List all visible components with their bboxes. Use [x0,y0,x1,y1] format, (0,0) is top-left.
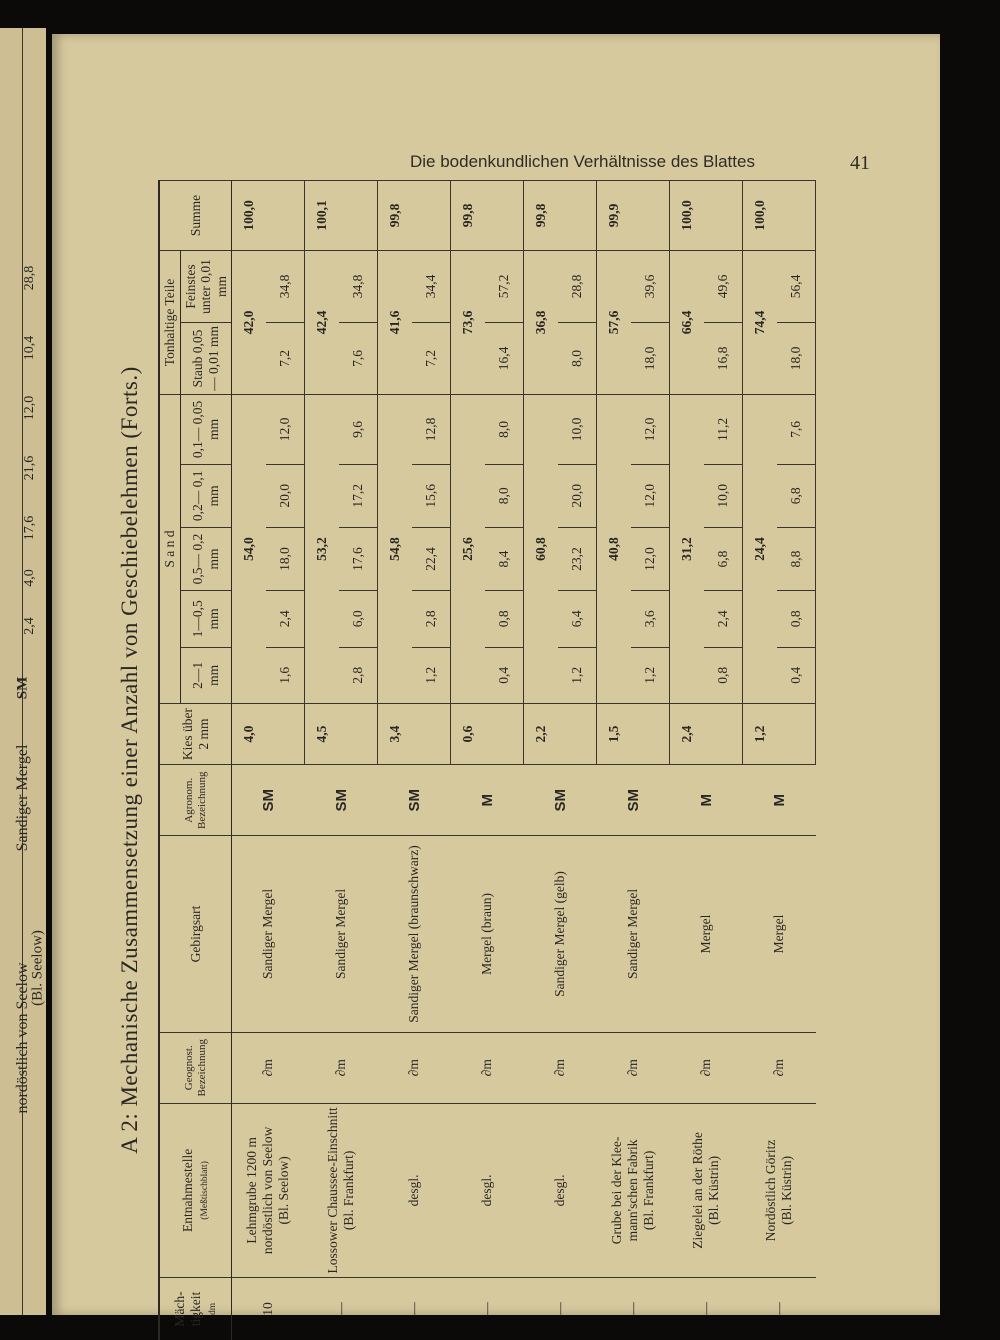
cell-sand-total [232,394,267,703]
cell-ton-total-text: 42,4 [314,311,329,335]
cell-summe-empty [266,181,305,251]
table-body [232,181,816,1340]
left-strip-rock: Sandiger Mergel [14,745,32,852]
table-row [378,181,413,1340]
left-strip-rule [22,28,23,1315]
cell-maechtigkeit-text: — [771,1302,786,1316]
cell-gebirgsart [378,836,451,1032]
cell-sand-5: 11,2 [704,394,743,464]
cell-gebirgsart [743,836,816,1032]
cell-sand-4: 12,0 [631,464,670,527]
cell-gebirgsart [597,836,670,1032]
cell-entnahmestelle-text: desgl. [552,1174,567,1206]
cell-sand-5: 12,8 [412,394,451,464]
cell-sand-4: 17,2 [339,464,378,527]
cell-sand-1: 2,8 [339,647,378,704]
cell-ton-1: 18,0 [777,322,816,394]
cell-gebirgsart [670,836,743,1032]
cell-gebirgsart-text: Mergel (braun) [479,893,494,975]
cell-sand-1: 1,6 [266,647,305,704]
cell-summe-text: 99,8 [533,204,548,228]
cell-kies-text: 2,4 [679,726,694,743]
cell-maechtigkeit [451,1277,524,1340]
cell-sand-total-text: 24,4 [752,537,767,561]
header-sand-col-5: 0,1— 0,05 mm [180,394,232,464]
cell-ton-total [232,250,267,394]
cell-entnahmestelle-text: Lossower Chaussee-Einschnitt [325,1107,340,1273]
cell-entnahmestelle [232,1103,305,1277]
cell-geognost-text: ∂m [552,1059,567,1076]
cell-sand-1: 0,8 [704,647,743,704]
cell-geognost-text: ∂m [406,1059,421,1076]
grain-size-table [158,180,816,1340]
cell-summe-empty [631,181,670,251]
cell-summe [451,181,486,251]
cell-agronom-text: M [698,794,715,807]
header-tonhaltig: Tonhaltige Teile [159,250,180,394]
cell-sand-3: 18,0 [266,527,305,590]
table-row [305,181,340,1340]
cell-sand-4: 20,0 [266,464,305,527]
cell-gebirgsart [232,836,305,1032]
cell-sand-1: 1,2 [558,647,597,704]
cell-geognost [305,1032,378,1103]
cell-blatt-text: (Bl. Seelow) [276,1156,291,1224]
cell-sand-total-text: 40,8 [606,537,621,561]
cell-summe [597,181,632,251]
cell-agronom [670,765,743,836]
cell-summe [524,181,559,251]
cell-gebirgsart-text: Sandiger Mergel [260,889,275,979]
cell-ton-total-text: 41,6 [387,311,402,335]
cell-ton-total-text: 66,4 [679,311,694,335]
cell-geognost-text: ∂m [479,1059,494,1076]
cell-entnahmestelle-text: Lehmgrube 1200 m nordöstlich von Seelow [244,1127,275,1255]
cell-agronom-text: SM [552,789,569,812]
rotated-content [108,180,828,1340]
cell-sand-5: 7,6 [777,394,816,464]
cell-blatt-text: (Bl. Küstrin) [706,1156,721,1225]
header-sand-col-2: 1—0,5 mm [180,591,232,648]
cell-summe [743,181,778,251]
header-sand-col-4: 0,2— 0,1 mm [180,464,232,527]
cell-geognost [743,1032,816,1103]
cell-sand-3: 8,4 [485,527,524,590]
cell-geognost [232,1032,305,1103]
cell-agronom [451,765,524,836]
cell-agronom [597,765,670,836]
cell-summe-empty [777,181,816,251]
header-entnahmestelle-sub: (Meßtischblatt) [200,1161,210,1220]
cell-ton-2: 57,2 [485,250,524,322]
page-number: 41 [850,152,870,175]
cell-summe-text: 99,8 [387,204,402,228]
cell-sand-total [451,394,486,703]
cell-sand-5: 12,0 [631,394,670,464]
header-entnahmestelle-label: Entnahmestelle [180,1149,195,1232]
cell-sand-total-text: 53,2 [314,537,329,561]
cell-entnahmestelle [670,1103,743,1277]
cell-kies-text: 1,2 [752,726,767,743]
cell-maechtigkeit-text: — [625,1302,640,1316]
cell-ton-1: 16,4 [485,322,524,394]
header-maechtigkeit-label: Mäch- tigkeit [172,1291,203,1326]
cell-sand-4: 20,0 [558,464,597,527]
cell-geognost-text: ∂m [771,1059,786,1076]
cell-kies [524,704,559,765]
left-strip-v1: 2,4 [22,617,38,635]
cell-sand-3: 17,6 [339,527,378,590]
cell-agronom [378,765,451,836]
cell-agronom-text: SM [333,789,350,812]
cell-kies-text: 1,5 [606,726,621,743]
cell-sand-1: 0,4 [777,647,816,704]
left-strip-v6: 10,4 [22,336,38,361]
cell-sand-4: 8,0 [485,464,524,527]
cell-sand-5: 12,0 [266,394,305,464]
cell-sand-3: 22,4 [412,527,451,590]
cell-gebirgsart-text: Sandiger Mergel (braunschwarz) [406,845,421,1022]
cell-sand-3: 23,2 [558,527,597,590]
cell-maechtigkeit [670,1277,743,1340]
cell-kies-empty [339,704,378,765]
cell-ton-total [305,250,340,394]
cell-sand-4: 15,6 [412,464,451,527]
header-sand-col-1: 2—1 mm [180,647,232,704]
cell-gebirgsart-text: Sandiger Mergel [625,889,640,979]
running-head [410,152,870,174]
cell-entnahmestelle [451,1103,524,1277]
cell-kies-text: 3,4 [387,726,402,743]
cell-kies [743,704,778,765]
cell-sand-3: 12,0 [631,527,670,590]
header-sand-col-3: 0,5— 0,2 mm [180,527,232,590]
cell-gebirgsart [305,836,378,1032]
cell-agronom [524,765,597,836]
cell-ton-2: 34,8 [266,250,305,322]
cell-ton-total-text: 57,6 [606,311,621,335]
cell-sand-2: 2,8 [412,591,451,648]
cell-entnahmestelle [597,1103,670,1277]
cell-gebirgsart-text: Sandiger Mergel (gelb) [552,871,567,997]
cell-kies [305,704,340,765]
cell-summe [232,181,267,251]
cell-kies-text: 2,2 [533,726,548,743]
cell-kies-empty [631,704,670,765]
cell-gebirgsart [451,836,524,1032]
cell-summe-text: 100,0 [752,200,767,230]
header-ton-col-2: Feinstes unter 0,01 mm [180,250,232,322]
cell-geognost [378,1032,451,1103]
table-caption: A 2: Mechanische Zusammensetzung einer Anzahl von Geschiebelehmen (Forts.) [108,180,152,1340]
cell-sand-2: 3,6 [631,591,670,648]
cell-sand-total-text: 25,6 [460,537,475,561]
cell-sand-2: 2,4 [704,591,743,648]
cell-geognost [451,1032,524,1103]
cell-ton-total [670,250,705,394]
header-geognost: Geognost. Bezeichnung [159,1032,232,1103]
cell-summe-text: 99,9 [606,204,621,228]
cell-kies-empty [777,704,816,765]
cell-ton-1: 7,2 [266,322,305,394]
cell-maechtigkeit-text: — [333,1302,348,1316]
table-row [524,181,559,1340]
cell-geognost-text: ∂m [625,1059,640,1076]
cell-gebirgsart-text: Mergel [771,915,786,954]
cell-maechtigkeit-text: — [406,1302,421,1316]
cell-entnahmestelle-text: desgl. [479,1174,494,1206]
cell-sand-4: 10,0 [704,464,743,527]
header-maechtigkeit [159,1277,232,1340]
cell-agronom-text: M [771,794,788,807]
cell-gebirgsart-text: Mergel [698,915,713,954]
cell-sand-5: 10,0 [558,394,597,464]
cell-sand-total [597,394,632,703]
cell-summe-empty [339,181,378,251]
cell-summe-text: 99,8 [460,204,475,228]
cell-sand-5: 8,0 [485,394,524,464]
cell-sand-2: 0,8 [777,591,816,648]
header-ton-col-1: Staub 0,05— 0,01 mm [180,322,232,394]
cell-maechtigkeit [524,1277,597,1340]
cell-entnahmestelle [524,1103,597,1277]
cell-maechtigkeit-text: — [552,1302,567,1316]
header-gebirgsart: Gebirgsart [159,836,232,1032]
cell-ton-total-text: 42,0 [241,311,256,335]
cell-gebirgsart-text: Sandiger Mergel [333,889,348,979]
cell-sand-3: 8,8 [777,527,816,590]
cell-sand-total-text: 54,8 [387,537,402,561]
cell-agronom-text: SM [625,789,642,812]
cell-geognost-text: ∂m [698,1059,713,1076]
cell-summe-text: 100,1 [314,200,329,230]
cell-ton-1: 7,6 [339,322,378,394]
left-strip-sheet: (Bl. Seelow) [30,930,47,1006]
cell-entnahmestelle-text: Nordöstlich Göritz [763,1140,778,1242]
cell-sand-1: 0,4 [485,647,524,704]
cell-ton-total [597,250,632,394]
header-maechtigkeit-unit: dm [208,1303,218,1315]
cell-ton-2: 39,6 [631,250,670,322]
header-entnahmestelle [159,1103,232,1277]
cell-kies-empty [485,704,524,765]
cell-kies [451,704,486,765]
cell-ton-1: 18,0 [631,322,670,394]
cell-maechtigkeit-text: — [479,1302,494,1316]
cell-summe-empty [558,181,597,251]
cell-summe-empty [412,181,451,251]
header-kies: Kies über 2 mm [159,704,232,765]
cell-sand-2: 6,0 [339,591,378,648]
cell-agronom [232,765,305,836]
cell-summe-text: 100,0 [241,200,256,230]
cell-entnahmestelle-text: Grube bei der Klee- mann'schen Fabrik [609,1137,640,1245]
left-strip-location: nordöstlich von Seelow [14,962,32,1113]
cell-sand-4: 6,8 [777,464,816,527]
cell-sand-total-text: 60,8 [533,537,548,561]
cell-ton-total [378,250,413,394]
cell-maechtigkeit [305,1277,378,1340]
cell-blatt-text: (Bl. Küstrin) [779,1156,794,1225]
cell-ton-2: 49,6 [704,250,743,322]
cell-sand-1: 1,2 [631,647,670,704]
running-head-title: Die bodenkundlichen Verhältnisse des Blattes [410,152,755,172]
cell-sand-3: 6,8 [704,527,743,590]
cell-summe [378,181,413,251]
cell-ton-2: 28,8 [558,250,597,322]
cell-sand-2: 6,4 [558,591,597,648]
cell-ton-1: 7,2 [412,322,451,394]
rotated-table-area [108,180,828,1340]
cell-maechtigkeit [597,1277,670,1340]
header-sand: S a n d [159,394,180,703]
cell-summe-empty [704,181,743,251]
table-row [451,181,486,1340]
cell-blatt-text: (Bl. Frankfurt) [641,1151,656,1230]
cell-geognost [597,1032,670,1103]
cell-ton-total-text: 73,6 [460,311,475,335]
cell-kies [597,704,632,765]
header-agronom: Agronom. Bezeichnung [159,765,232,836]
cell-entnahmestelle-text: desgl. [406,1174,421,1206]
cell-agronom-text: M [479,794,496,807]
cell-sand-5: 9,6 [339,394,378,464]
cell-geognost [670,1032,743,1103]
cell-summe [670,181,705,251]
cell-gebirgsart [524,836,597,1032]
cell-maechtigkeit-text: 10 [260,1302,275,1316]
cell-sand-total [670,394,705,703]
cell-ton-1: 16,8 [704,322,743,394]
cell-ton-1: 8,0 [558,322,597,394]
cell-sand-2: 0,8 [485,591,524,648]
cell-summe [305,181,340,251]
table-row [670,181,705,1340]
cell-blatt-text: (Bl. Frankfurt) [341,1151,356,1230]
cell-kies-empty [412,704,451,765]
cell-maechtigkeit [743,1277,816,1340]
cell-summe-text: 100,0 [679,200,694,230]
table-row [232,181,267,1340]
cell-kies [378,704,413,765]
cell-ton-total [451,250,486,394]
cell-entnahmestelle [743,1103,816,1277]
cell-sand-2: 2,4 [266,591,305,648]
cell-agronom [743,765,816,836]
cell-agronom [305,765,378,836]
cell-kies-empty [266,704,305,765]
cell-summe-empty [485,181,524,251]
cell-sand-total [743,394,778,703]
table-row [597,181,632,1340]
cell-ton-total [743,250,778,394]
table-row [743,181,778,1340]
cell-kies [232,704,267,765]
header-summe: Summe [159,181,232,251]
cell-ton-2: 56,4 [777,250,816,322]
left-strip-v2: 4,0 [22,569,38,587]
cell-kies-text: 4,5 [314,726,329,743]
left-strip-v4: 21,6 [22,456,38,481]
cell-sand-total-text: 31,2 [679,537,694,561]
cell-kies-empty [558,704,597,765]
left-strip-v5: 12,0 [22,396,38,421]
cell-maechtigkeit [232,1277,305,1340]
cell-sand-total [524,394,559,703]
cell-kies-text: 0,6 [460,726,475,743]
cell-sand-total [305,394,340,703]
cell-agronom-text: SM [406,789,423,812]
cell-geognost-text: ∂m [260,1059,275,1076]
cell-maechtigkeit [378,1277,451,1340]
cell-sand-1: 1,2 [412,647,451,704]
cell-sand-total [378,394,413,703]
cell-ton-total [524,250,559,394]
cell-maechtigkeit-text: — [698,1302,713,1316]
cell-geognost-text: ∂m [333,1059,348,1076]
cell-kies [670,704,705,765]
left-strip-v3: 17,6 [22,516,38,541]
cell-entnahmestelle-text: Ziegelei an der Röthe [690,1132,705,1249]
cell-kies-text: 4,0 [241,726,256,743]
cell-kies-empty [704,704,743,765]
cell-geognost [524,1032,597,1103]
previous-page-strip [0,28,46,1315]
cell-entnahmestelle [378,1103,451,1277]
cell-entnahmestelle [305,1103,378,1277]
cell-ton-2: 34,4 [412,250,451,322]
left-strip-agr: SM [15,677,32,700]
cell-ton-total-text: 36,8 [533,311,548,335]
left-strip-v7: 28,8 [22,266,38,291]
cell-ton-2: 34,8 [339,250,378,322]
cell-agronom-text: SM [260,789,277,812]
cell-sand-total-text: 54,0 [241,537,256,561]
cell-ton-total-text: 74,4 [752,311,767,335]
